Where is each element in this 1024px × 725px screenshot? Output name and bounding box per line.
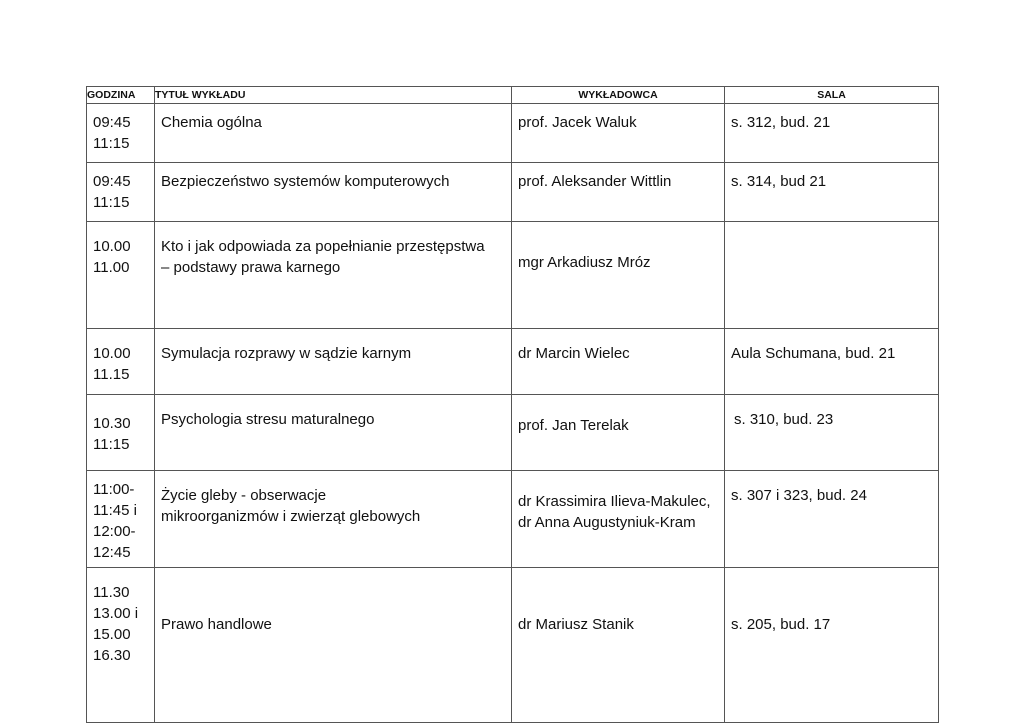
- time-cell: [87, 568, 155, 723]
- table-row: [87, 329, 939, 395]
- table-row: [87, 395, 939, 471]
- title-cell: [155, 568, 512, 723]
- time-line: 11.00: [93, 259, 130, 276]
- table-row: [87, 163, 939, 222]
- room-cell: [725, 471, 939, 568]
- title-cell: [155, 471, 512, 568]
- lecturer-line: mgr Arkadiusz Mróz: [518, 254, 651, 271]
- time-line: 11:00-: [93, 481, 135, 498]
- time-cell: [87, 471, 155, 568]
- time-line: 12:00-: [93, 523, 136, 540]
- time-cell: [87, 329, 155, 395]
- time-line: 11:15: [93, 436, 130, 453]
- time-line: 11:45 i: [93, 502, 137, 519]
- lecturer-cell: [512, 568, 725, 723]
- time-line: 11.15: [93, 366, 130, 383]
- title-cell: [155, 395, 512, 471]
- lecturer-line: prof. Aleksander Wittlin: [518, 173, 672, 190]
- table-row: [87, 104, 939, 163]
- time-line: 11:15: [93, 194, 130, 211]
- room-cell: [725, 568, 939, 723]
- title-line: – podstawy prawa karnego: [161, 259, 341, 276]
- room-line: Aula Schumana, bud. 21: [731, 345, 896, 362]
- time-line: 10.00: [93, 238, 131, 255]
- time-line: 09:45: [93, 114, 131, 131]
- time-line: 11:15: [93, 135, 130, 152]
- time-line: 09:45: [93, 173, 131, 190]
- lecturer-line: dr Anna Augustyniuk-Kram: [518, 514, 696, 531]
- time-line: 15.00: [93, 626, 131, 643]
- time-line: 13.00 i: [93, 605, 139, 622]
- room-line: s. 205, bud. 17: [731, 616, 831, 633]
- room-cell: [725, 395, 939, 471]
- time-line: 10.00: [93, 345, 131, 362]
- lecturer-line: dr Krassimira Ilieva-Makulec,: [518, 493, 711, 510]
- title-line: mikroorganizmów i zwierząt glebowych: [161, 508, 421, 525]
- lecturer-cell: [512, 395, 725, 471]
- time-cell: [87, 104, 155, 163]
- table-row: [87, 471, 939, 568]
- title-line: Chemia ogólna: [161, 114, 262, 131]
- time-line: 10.30: [93, 415, 131, 432]
- header-row: [87, 87, 939, 104]
- title-cell: [155, 329, 512, 395]
- title-cell: [155, 222, 512, 329]
- room-cell: [725, 329, 939, 395]
- lecturer-line: dr Mariusz Stanik: [518, 616, 634, 633]
- room-cell: [725, 104, 939, 163]
- header-time: GODZINA: [87, 87, 155, 104]
- lecturer-cell: [512, 163, 725, 222]
- lecturer-line: prof. Jan Terelak: [518, 417, 629, 434]
- lecturer-line: prof. Jacek Waluk: [518, 114, 637, 131]
- table-row: [87, 222, 939, 329]
- room-line: s. 312, bud. 21: [731, 114, 831, 131]
- title-line: Prawo handlowe: [161, 616, 272, 633]
- time-line: 16.30: [93, 647, 131, 664]
- room-line: s. 314, bud 21: [731, 173, 827, 190]
- header-room: SALA: [725, 87, 939, 104]
- room-line: s. 307 i 323, bud. 24: [731, 487, 867, 504]
- lecturer-line: dr Marcin Wielec: [518, 345, 630, 362]
- title-line: Kto i jak odpowiada za popełnianie przestępstwa: [161, 238, 485, 255]
- table-row: [87, 568, 939, 723]
- title-line: Symulacja rozprawy w sądzie karnym: [161, 345, 412, 362]
- lecturer-cell: [512, 104, 725, 163]
- time-cell: [87, 222, 155, 329]
- lecturer-cell: [512, 329, 725, 395]
- header-title: TYTUŁ WYKŁADU: [155, 87, 512, 104]
- title-cell: [155, 104, 512, 163]
- title-cell: [155, 163, 512, 222]
- title-line: Bezpieczeństwo systemów komputerowych: [161, 173, 450, 190]
- title-line: Psychologia stresu maturalnego: [161, 411, 375, 428]
- time-cell: [87, 395, 155, 471]
- lecturer-cell: [512, 471, 725, 568]
- title-line: Życie gleby - obserwacje: [161, 487, 327, 504]
- time-line: 12:45: [93, 544, 131, 561]
- time-cell: [87, 163, 155, 222]
- room-cell: [725, 222, 939, 329]
- room-cell: [725, 163, 939, 222]
- time-line: 11.30: [93, 584, 130, 601]
- lecturer-cell: [512, 222, 725, 329]
- lecture-schedule-table: [86, 86, 939, 723]
- room-line: s. 310, bud. 23: [734, 411, 834, 428]
- header-lecturer: WYKŁADOWCA: [512, 87, 725, 104]
